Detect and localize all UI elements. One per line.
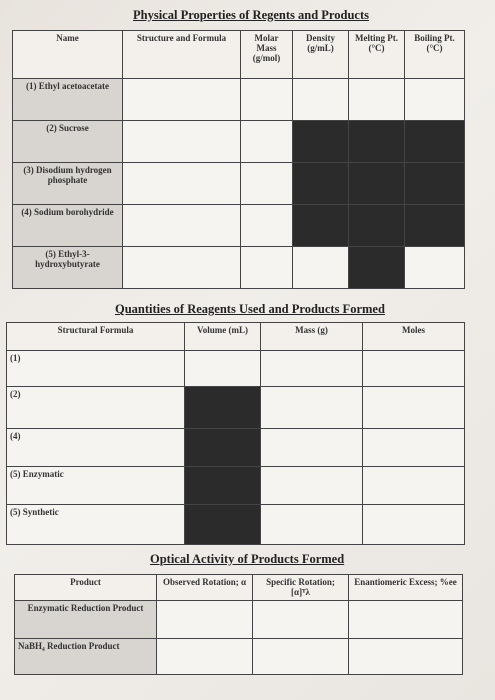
quantities-table [6,322,465,545]
blocked-cell [405,163,465,205]
input-cell[interactable] [363,505,465,545]
input-cell[interactable] [349,79,405,121]
blocked-cell [349,121,405,163]
blocked-cell [405,205,465,247]
header-product: Product [15,575,157,601]
input-cell[interactable] [253,639,349,675]
row-label: (2) Sucrose [13,121,123,163]
blocked-cell [185,387,261,429]
header-mass: Mass (g) [261,323,363,351]
blocked-cell [293,205,349,247]
input-cell[interactable] [349,639,463,675]
table-row [7,505,465,545]
input-cell[interactable] [349,601,463,639]
blocked-cell [349,247,405,289]
input-cell[interactable] [241,205,293,247]
blocked-cell [185,505,261,545]
table-row [7,387,465,429]
header-volume: Volume (mL) [185,323,261,351]
row-label: (1) Ethyl acetoacetate [13,79,123,121]
header-structure: Structure and Formula [123,31,241,79]
blocked-cell [405,121,465,163]
table-row [13,205,465,247]
header-moles: Moles [363,323,465,351]
quantities-title: Quantities of Reagents Used and Products Formed [115,302,385,316]
input-cell[interactable] [261,505,363,545]
table-row [13,79,465,121]
header-structural-formula: Structural Formula [7,323,185,351]
header-observed-rotation: Observed Rotation; α [157,575,253,601]
input-cell[interactable] [363,387,465,429]
row-label: (5) Enzymatic [7,467,185,505]
input-cell[interactable] [123,79,241,121]
input-cell[interactable] [363,467,465,505]
header-specific-rotation: Specific Rotation; [α]ᵀλ [253,575,349,601]
row-label: NaBH₄ Reduction Product [15,639,157,675]
row-label: (3) Disodium hydrogen phosphate [13,163,123,205]
input-cell[interactable] [363,429,465,467]
header-melting-pt: Melting Pt. (°C) [349,31,405,79]
input-cell[interactable] [261,387,363,429]
blocked-cell [293,121,349,163]
table-row [7,429,465,467]
blocked-cell [185,429,261,467]
blocked-cell [349,163,405,205]
row-label: (4) Sodium borohydride [13,205,123,247]
table-row [15,639,463,675]
table-row [13,163,465,205]
optical-activity-table [14,574,463,675]
input-cell[interactable] [157,639,253,675]
input-cell[interactable] [123,247,241,289]
header-boiling-pt: Boiling Pt. (°C) [405,31,465,79]
input-cell[interactable] [241,79,293,121]
input-cell[interactable] [123,163,241,205]
header-molar-mass: Molar Mass (g/mol) [241,31,293,79]
table-row [7,351,465,387]
input-cell[interactable] [405,79,465,121]
blocked-cell [293,163,349,205]
input-cell[interactable] [261,429,363,467]
row-label: (1) [7,351,185,387]
row-label: (4) [7,429,185,467]
input-cell[interactable] [293,247,349,289]
table-row [13,247,465,289]
table-row [7,467,465,505]
header-density: Density (g/mL) [293,31,349,79]
input-cell[interactable] [157,601,253,639]
input-cell[interactable] [405,247,465,289]
header-name: Name [13,31,123,79]
blocked-cell [185,467,261,505]
input-cell[interactable] [123,121,241,163]
input-cell[interactable] [185,351,261,387]
input-cell[interactable] [241,163,293,205]
optical-activity-title: Optical Activity of Products Formed [150,552,345,566]
table-row [15,601,463,639]
row-label: Enzymatic Reduction Product [15,601,157,639]
input-cell[interactable] [253,601,349,639]
blocked-cell [349,205,405,247]
input-cell[interactable] [123,205,241,247]
physical-properties-title: Physical Properties of Regents and Products [133,8,369,22]
row-label: (5) Synthetic [7,505,185,545]
header-enantiomeric-excess: Enantiomeric Excess; %ee [349,575,463,601]
row-label: (2) [7,387,185,429]
input-cell[interactable] [261,467,363,505]
input-cell[interactable] [363,351,465,387]
input-cell[interactable] [293,79,349,121]
input-cell[interactable] [261,351,363,387]
row-label: (5) Ethyl-3-hydroxybutyrate [13,247,123,289]
input-cell[interactable] [241,247,293,289]
input-cell[interactable] [241,121,293,163]
table-row [13,121,465,163]
physical-properties-table [12,30,465,289]
